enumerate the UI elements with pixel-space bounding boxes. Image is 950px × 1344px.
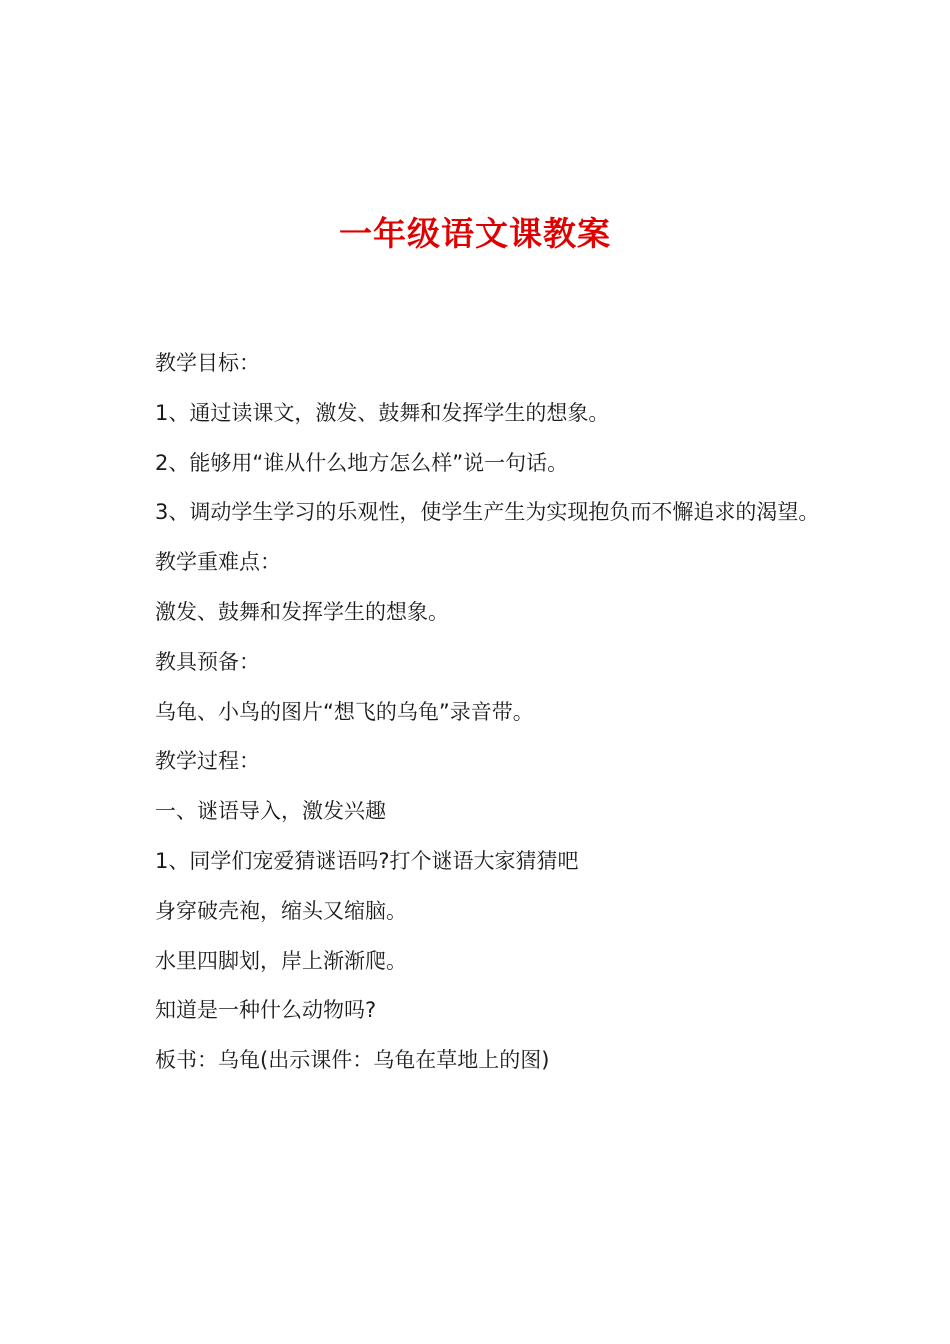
- document-title: 一年级语文课教案: [339, 214, 611, 253]
- paragraph-materials: 乌龟、小鸟的图片“想飞的乌龟”录音带。: [155, 699, 534, 724]
- paragraph-key-points: 激发、鼓舞和发挥学生的想象。: [155, 599, 449, 624]
- paragraph-materials-heading: 教具预备：: [155, 649, 260, 674]
- paragraph-step-1-item-1: 1、同学们宠爱猜谜语吗?打个谜语大家猜猜吧: [155, 848, 579, 873]
- paragraph-goal-3: 3、调动学生学习的乐观性，使学生产生为实现抱负而不懈追求的渴望。: [155, 500, 820, 525]
- paragraph-riddle-line-2: 水里四脚划，岸上渐渐爬。: [155, 948, 407, 973]
- paragraph-process-heading: 教学过程：: [155, 749, 260, 774]
- paragraph-key-points-heading: 教学重难点：: [155, 550, 281, 575]
- paragraph-goal-2: 2、能够用“谁从什么地方怎么样”说一句话。: [155, 450, 569, 475]
- paragraph-teaching-goals-heading: 教学目标：: [155, 351, 260, 375]
- paragraph-riddle-line-1: 身穿破壳袍，缩头又缩脑。: [155, 898, 407, 923]
- paragraph-riddle-question: 知道是一种什么动物吗?: [155, 998, 377, 1023]
- paragraph-goal-1: 1、通过读课文，激发、鼓舞和发挥学生的想象。: [155, 400, 610, 425]
- paragraph-blackboard: 板书：乌龟(出示课件：乌龟在草地上的图): [155, 1048, 550, 1073]
- document-body: [127, 339, 837, 1086]
- paragraph-step-1-heading: 一、谜语导入，激发兴趣: [155, 799, 386, 824]
